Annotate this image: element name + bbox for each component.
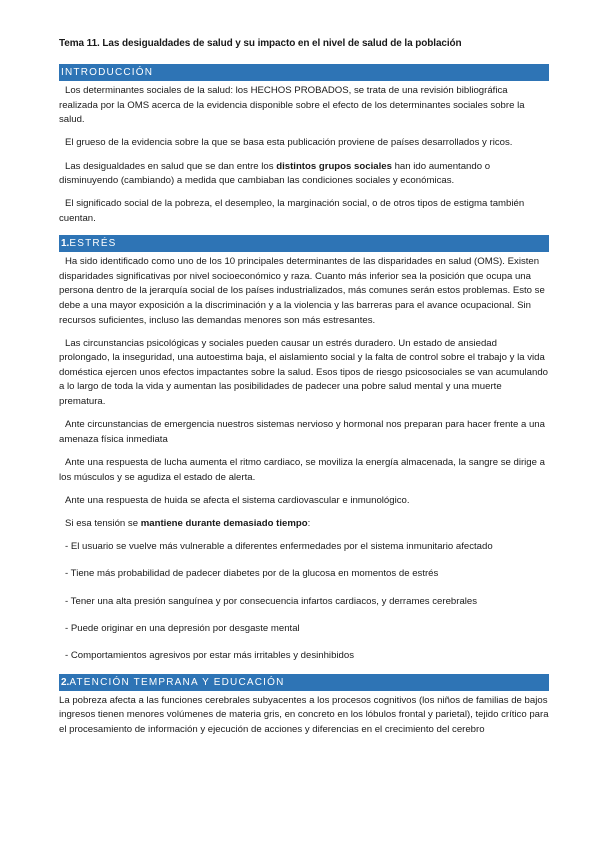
estres-paragraph-1: Ha sido identificado como uno de los 10 principales determinantes de las disparidades en salud (OMS). Existen disparidades significativas por nivel socioeconómico y raza. Cuanto más inferior sea la posición que ocupa una persona dentro de la jerarquía social de los países industrializados, más comunes serán estos problemas. Esto se debe a una mayor exposición a la discriminación y a la violencia y las barreras para el avance ocupacional. Sin recursos suficientes, incluso las demandas menores son más estresantes. [59,256,545,326]
estres-paragraph-5: Ante una respuesta de huida se afecta el sistema cardiovascular e inmunológico. [65,494,410,506]
estres-paragraph-4: Ante una respuesta de lucha aumenta el ritmo cardiaco, se moviliza la energía almacenada, la sangre se dirige a los músculos y se agudiza el estado de alerta. [59,457,545,483]
list-item: - Comportamientos agresivos por estar más irritables y desinhibidos [65,649,354,661]
text-run: Las desigualdades en salud que se dan entre los [65,160,277,172]
section-heading-estres [59,235,549,252]
list-item: - Tiene más probabilidad de padecer diabetes por de la glucosa en momentos de estrés [65,568,439,580]
section-heading-label: INTRODUCCIÓN [61,67,154,78]
intro-paragraph-4: El significado social de la pobreza, el desempleo, la marginación social, o de otros tipos de estigma también cuentan. [59,198,525,224]
estres-paragraph-6 [59,517,549,532]
section-heading-introduccion [59,64,549,81]
bold-text-run: distintos grupos sociales [276,160,392,172]
bold-text-run: mantiene durante demasiado tiempo [140,518,308,529]
section-heading-label: ATENCIÓN TEMPRANA Y EDUCACIÓN [69,676,285,688]
intro-paragraph-3 [59,160,549,189]
list-item: - Tener una alta presión sanguínea y por consecuencia infartos cardiacos, y derrames cerebrales [65,595,478,607]
section-heading-atencion-temprana [59,674,549,691]
atencion-paragraph-1: La pobreza afecta a las funciones cerebrales subyacentes a los procesos cognitivos (los niños de familias de bajos ingresos tienen menores volúmenes de materia gris, en concreto en los lóbulos frontal y parietal), tejido crítico para el procesamiento de información y ejecución de acciones y diferencias en el crecimiento del cerebro [59,694,549,735]
document-title: Tema 11. Las desigualdades de salud y su impacto en el nivel de salud de la población [59,38,462,49]
text-run: : [307,518,311,529]
intro-paragraph-1: Los determinantes sociales de la salud: los HECHOS PROBADOS, se trata de una revisión bibliográfica realizada por la OMS acerca de la evidencia disponible sobre el efecto de los determinantes sociales sobre la salud. [59,85,525,126]
estres-paragraph-3: Ante circunstancias de emergencia nuestros sistemas nervioso y hormonal nos preparan para hacer frente a una amenaza física inmediata [59,419,545,445]
list-item: - Puede originar en una depresión por desgaste mental [65,622,300,634]
section-number: 1. [61,238,70,250]
text-run: Si esa tensión se [65,518,141,529]
section-heading-label: ESTRÉS [69,238,117,250]
document-page [59,38,549,746]
section-number: 2. [61,676,70,688]
list-item: - El usuario se vuelve más vulnerable a diferentes enfermedades por el sistema inmunitario afectado [65,541,493,553]
text-run: han ido aumentando o disminuyendo (cambiando) a medida que cambiaban las condiciones sociales y económicas. [59,160,491,187]
estres-paragraph-2: Las circunstancias psicológicas y sociales pueden causar un estrés duradero. Un estado de ansiedad prolongado, la inseguridad, una autoestima baja, el aislamiento social y la falta de control sobre el trabajo y la vida doméstica ejercen unos efectos impactantes sobre la salud. Esos tipos de riesgo psicosociales se van acumulando a lo largo de toda la vida y aumentan las posibilidades de padecer una pobre salud mental y una muerte prematura. [59,337,549,408]
intro-paragraph-2: El grueso de la evidencia sobre la que se basa esta publicación proviene de países desarrollados y ricos. [65,137,513,149]
